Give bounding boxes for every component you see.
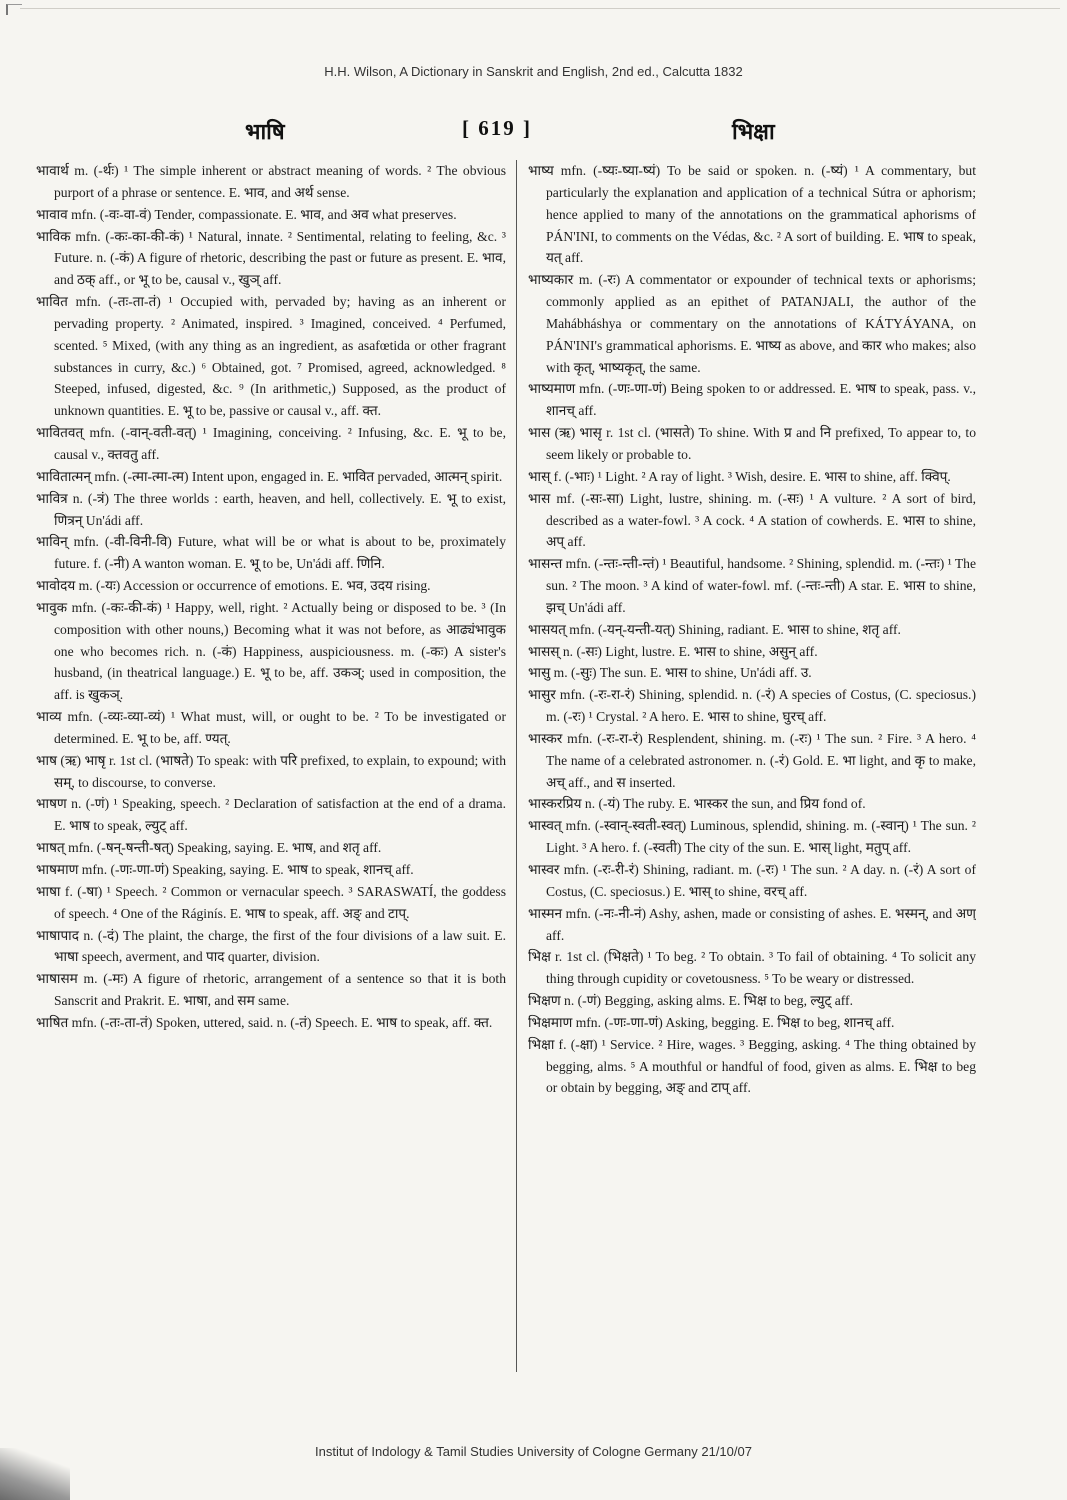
left-column xyxy=(36,160,506,1380)
dictionary-entry: भासु m. (-सुः) The sun. E. भास to shine, Un'ádi aff. उ. xyxy=(528,665,812,681)
dictionary-entry: भाषत् mfn. (-षन्-षन्ती-षत्) Speaking, saying. E. भाष, and शतृ aff. xyxy=(36,840,382,856)
dictionary-entry: भाषा f. (-षा) ¹ Speech. ² Common or vernacular speech. ³ SARASWATÍ, the goddess of speech. ⁴ One of the Ráginís. E. भाष to speak, aff. अङ् and टाप्. xyxy=(36,883,506,921)
dictionary-entry: भावाव mfn. (-वः-वा-वं) Tender, compassionate. E. भाव, and अव what preserves. xyxy=(36,206,457,222)
scan-edge-line xyxy=(20,8,1060,9)
dictionary-entry: भावित्र n. (-त्रं) The three worlds : earth, heaven, and hell, collectively. E. भू to exist, णित्रन् Un'ádi aff. xyxy=(36,490,506,528)
dictionary-entry: भावुक mfn. (-कः-की-कं) ¹ Happy, well, right. ² Actually being or disposed to be. ³ (In composition with other nouns,) Becoming what it was not before, as आढ्यंभावुक one who becomes rich. n. (-कं) Happiness, auspiciousness. m. (-कः) A sister's husband, (in theatrical language.) E. भू to be, aff. उकञ्; used in composition, the aff. is खुकञ्. xyxy=(36,599,506,703)
dictionary-entry: भास्वत् mfn. (-स्वान्-स्वती-स्वत्) Luminous, splendid, shining. m. (-स्वान्) ¹ The sun. ² Light. ³ A hero. f. (-स्वती) The city of the sun. E. भास् light, मतुप् aff. xyxy=(528,818,976,856)
column-divider xyxy=(516,160,517,1372)
scan-shadow xyxy=(0,1448,70,1500)
dictionary-entry: भास mf. (-सः-सा) Light, lustre, shining. m. (-सः) ¹ A vulture. ² A sort of bird, described as a water-fowl. ³ A cock. ⁴ A station of cowherds. E. भास to shine, अप् aff. xyxy=(528,490,976,550)
running-head-right: भिक्षा xyxy=(732,119,775,145)
dictionary-entry: भास (ऋ) भासृ r. 1st cl. (भासते) To shine. With प्र and नि prefixed, To appear to, to seem likely or probable to. xyxy=(528,425,976,462)
dictionary-entry: भाव्य mfn. (-व्यः-व्या-व्यं) ¹ What must, will, or ought to be. ² To be investigated or determined. E. भू to be, aff. ण्यत्. xyxy=(36,709,506,746)
page-number: [ 619 ] xyxy=(462,116,532,140)
dictionary-entry: भासुर mfn. (-रः-रा-रं) Shining, splendid. n. (-रं) A species of Costus, (C. speciosus.) m. (-रः) ¹ Crystal. ² A hero. E. भास to shine, घुरच् aff. xyxy=(528,687,976,725)
dictionary-entry: भिक्षण n. (-णं) Begging, asking alms. E. भिक्ष to beg, ल्युट् aff. xyxy=(528,993,853,1009)
dictionary-entry: भाष्यकार m. (-रः) A commentator or expounder of technical texts or aphorisms; commonly applied as an epithet of PATANJALI, the author of the Mahábháshya or commentary on the annotations of KÁTYÁYANA, on PÁN'INI's grammatical aphorisms. E. भाष्य as above, and कार who makes; also with कृत्, भाष्यकृत्, the same. xyxy=(528,272,976,375)
dictionary-entry: भास्कर mfn. (-रः-रा-रं) Resplendent, shining. m. (-रः) ¹ The sun. ² Fire. ³ A hero. ⁴ The name of a celebrated astronomer. n. (-रं) Gold. E. भा light, and कृ to make, अच् aff., and स inserted. xyxy=(528,730,976,790)
dictionary-entry: भाषासम m. (-मः) A figure of rhetoric, arrangement of a sentence so that it is both Sanscrit and Prakrit. E. भाषा, and सम same. xyxy=(36,971,506,1009)
right-column xyxy=(528,160,976,1380)
dictionary-entry: भाषमाण mfn. (-णः-णा-णं) Speaking, saying. E. भाष to speak, शानच् aff. xyxy=(36,862,414,877)
dictionary-entry: भाविन् mfn. (-वी-विनी-वि) Future, what will be or what is about to be, proximately future. f. (-नी) A wanton woman. E. भू to be, Un'ádi aff. णिनि. xyxy=(36,534,506,572)
dictionary-entry: भावोदय m. (-यः) Accession or occurrence of emotions. E. भव, उदय rising. xyxy=(36,578,431,594)
dictionary-entry: भाषित mfn. (-तः-ता-तं) Spoken, uttered, said. n. (-तं) Speech. E. भाष to speak, aff. क्त. xyxy=(36,1014,493,1030)
dictionary-entry: भास् f. (-भाः) ¹ Light. ² A ray of light. ³ Wish, desire. E. भास to shine, aff. क्विप्. xyxy=(528,468,951,484)
dictionary-entry: भासयत् mfn. (-यन्-यन्ती-यत्) Shining, radiant. E. भास to shine, शतृ aff. xyxy=(528,621,901,637)
dictionary-entry: भाषण n. (-णं) ¹ Speaking, speech. ² Declaration of satisfaction at the end of a drama. E. भाष to speak, ल्युट् aff. xyxy=(36,796,506,834)
dictionary-entry: भासस् n. (-सः) Light, lustre. E. भास to shine, असुन् aff. xyxy=(528,643,818,659)
dictionary-entry: भावितवत् mfn. (-वान्-वती-वत्) ¹ Imagining, conceiving. ² Infusing, &c. E. भू to be, causal v., क्तवतु aff. xyxy=(36,425,506,462)
dictionary-entry: भास्करप्रिय n. (-यं) The ruby. E. भास्कर the sun, and प्रिय fond of. xyxy=(528,796,866,812)
dictionary-entry: भावित mfn. (-तः-ता-तं) ¹ Occupied with, pervaded by; having as an inherent or pervading property. ² Animated, inspired. ³ Imagined, conceived. ⁴ Perfumed, scented. ⁵ Mixed, (with any thing as an ingredient, as asafœtida or other fragrant substances in curry, &c.) ⁶ Obtained, got. ⁷ Promised, agreed, acknowledged. ⁸ Steeped, infused, digested, &c. ⁹ (In arithmetic,) Supposed, as the product of unknown quantities. E. भू to be, passive or causal v., aff. क्त. xyxy=(36,294,506,419)
dictionary-entry: भाविक mfn. (-कः-का-की-कं) ¹ Natural, innate. ² Sentimental, relating to feeling, &c. ³ Future. n. (-कं) A figure of rhetoric, describing the past or future as present. E. भाव, and ठक् aff., or भू to be, causal v., खुञ् aff. xyxy=(36,228,506,288)
dictionary-entry: भिक्ष r. 1st cl. (भिक्षते) ¹ To beg. ² To obtain. ³ To fail of obtaining. ⁴ To solicit any thing through cupidity or covetousness. ⁵ To be weary or distressed. xyxy=(528,949,976,987)
dictionary-entry: भास्वर mfn. (-रः-री-रं) Shining, radiant. m. (-रः) ¹ The sun. ² A day. n. (-रं) A sort of Costus, (C. speciosus.) E. भास् to shine, वरच् aff. xyxy=(528,862,976,899)
dictionary-entry: भाष्यमाण mfn. (-णः-णा-णं) Being spoken to or addressed. E. भाष to speak, pass. v., शानच् aff. xyxy=(528,381,976,419)
dictionary-entry: भिक्षमाण mfn. (-णः-णा-णं) Asking, begging. E. भिक्ष to beg, शानच् aff. xyxy=(528,1014,895,1030)
dictionary-entry: भावितात्मन् mfn. (-त्मा-त्मा-त्म) Intent upon, engaged in. E. भावित pervaded, आत्मन् spirit. xyxy=(36,468,503,484)
footer-credit: Institut of Indology & Tamil Studies University of Cologne Germany 21/10/07 xyxy=(315,1444,752,1459)
dictionary-entry: भास्मन mfn. (-नः-नी-नं) Ashy, ashen, made or consisting of ashes. E. भस्मन्, and अण् aff. xyxy=(528,905,976,943)
source-note: H.H. Wilson, A Dictionary in Sanskrit and English, 2nd ed., Calcutta 1832 xyxy=(324,64,743,79)
dictionary-entry: भासन्त mfn. (-न्तः-न्ती-न्तं) ¹ Beautiful, handsome. ² Shining, splendid. m. (-न्तः) ¹ The sun. ² The moon. ³ A kind of water-fowl. mf. (-न्तः-न्ती) A star. E. भास to shine, झच् Un'ádi aff. xyxy=(528,556,976,615)
dictionary-entry: भाष्य mfn. (-ष्यः-ष्या-ष्यं) To be said or spoken. n. (-ष्यं) ¹ A commentary, but particularly the explanation and application of a technical Sútra or aphorism; hence applied to many of the annotations on the grammatical aphorisms of PÁN'INI, to comments on the Védas, &c. ² A sort of building. E. भाष to speak, यत् aff. xyxy=(528,163,976,266)
dictionary-entry: भिक्षा f. (-क्षा) ¹ Service. ² Hire, wages. ³ Begging, asking. ⁴ The thing obtained by begging, alms. ⁵ A mouthful or handful of food, given as alms. E. भिक्ष to beg or obtain by begging, अङ् and टाप् aff. xyxy=(528,1036,976,1096)
running-head-left: भाषि xyxy=(245,119,285,145)
dictionary-entry: भावार्थ m. (-र्थः) ¹ The simple inherent or abstract meaning of words. ² The obvious purport of a phrase or sentence. E. भाव, and अर्थ sense. xyxy=(36,163,506,200)
dictionary-entry: भाष (ऋ) भाषृ r. 1st cl. (भाषते) To speak: with परि prefixed, to explain, to expound; with सम्, to discourse, to converse. xyxy=(36,752,506,790)
scan-corner-mark xyxy=(6,4,22,15)
dictionary-entry: भाषापाद n. (-दं) The plaint, the charge, the first of the four divisions of a law suit. E. भाषा speech, averment, and पाद quarter, division. xyxy=(36,927,506,965)
